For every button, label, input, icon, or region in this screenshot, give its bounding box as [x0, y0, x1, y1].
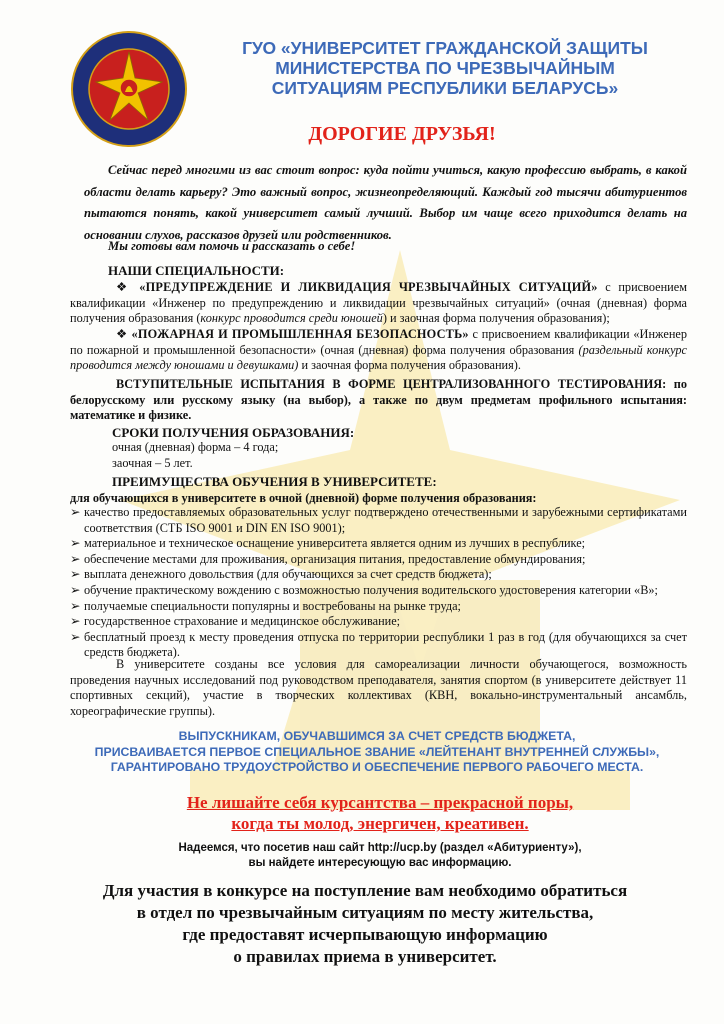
final-line: где предоставят исчерпывающую информацию [182, 925, 548, 944]
diamond-bullet-icon: ❖ [116, 327, 128, 341]
website-line: вы найдете интересующую вас информацию. [248, 857, 512, 869]
specialty-text: с присвоением квалификации «Инженер по предупреждению и ликвидации чрезвычайных ситуаций» (очная (дневная) форма получения образования ( [70, 280, 687, 325]
arrow-bullet-icon: ➢ [70, 582, 81, 597]
slogan [80, 792, 680, 834]
terms-fulltime: очная (дневная) форма – 4 года; [112, 440, 279, 454]
advantages-heading: ПРЕИМУЩЕСТВА ОБУЧЕНИЯ В УНИВЕРСИТЕТЕ: [112, 474, 437, 489]
arrow-bullet-icon: ➢ [70, 505, 81, 519]
arrow-bullet-icon: ➢ [70, 598, 81, 613]
specialty-name: «ПРЕДУПРЕЖДЕНИЕ И ЛИКВИДАЦИЯ ЧРЕЗВЫЧАЙНЫХ СИТУАЦИЙ» [139, 280, 598, 294]
slogan-line: Не лишайте себя курсантства – прекрасной поры, [186, 793, 574, 812]
slogan-line: когда ты молод, энергичен, креативен. [231, 814, 529, 833]
list-item: ➢ обеспечение местами для проживания, организация питания, предоставление обмундирования; [70, 551, 586, 566]
exams-heading: ВСТУПИТЕЛЬНЫЕ ИСПЫТАНИЯ В ФОРМЕ ЦЕНТРАЛИЗОВАННОГО ТЕСТИРОВАНИЯ: [116, 377, 667, 391]
graduates-line: ВЫПУСКНИКАМ, ОБУЧАВШИМСЯ ЗА СЧЕТ СРЕДСТВ БЮДЖЕТА, [178, 729, 576, 743]
arrow-bullet-icon: ➢ [70, 629, 81, 644]
intro-offer: Мы готовы вам помочь и рассказать о себе! [108, 239, 356, 253]
website-note [80, 841, 680, 871]
arrow-bullet-icon: ➢ [70, 567, 81, 582]
title-line: СИТУАЦИЯМ РЕСПУБЛИКИ БЕЛАРУСЬ» [271, 78, 619, 98]
specialty-note: конкурс проводится среди юношей [200, 311, 383, 325]
specialty-name: «ПОЖАРНАЯ И ПРОМЫШЛЕННАЯ БЕЗОПАСНОСТЬ» [131, 327, 469, 341]
arrow-bullet-icon: ➢ [70, 614, 81, 629]
list-item: ➢ бесплатный проезд к месту проведения отпуска по территории республики 1 раз в год (для обучающихся за счет средств бюджета). [70, 629, 687, 660]
terms-parttime: заочная – 5 лет. [112, 456, 193, 470]
conditions-paragraph: В университете созданы все условия для самореализации личности обучающегося, возможность проведения научных исследований под руководством преподавателя, занятия спортом (в университете действует 11 спортивных секций), участие в творческих коллективах (КВН, вокально-инструментальный ансамбль, хореографические группы). [70, 657, 687, 718]
university-title [200, 38, 690, 98]
arrow-bullet-icon: ➢ [70, 536, 81, 551]
graduates-line: ГАРАНТИРОВАНО ТРУДОУСТРОЙСТВО И ОБЕСПЕЧЕНИЕ ПЕРВОГО РАБОЧЕГО МЕСТА. [110, 760, 644, 774]
specialty-item [70, 280, 687, 327]
graduates-notice [52, 729, 702, 776]
final-line: в отдел по чрезвычайным ситуациям по месту жительства, [136, 903, 594, 922]
advantages-subheading: для обучающихся в университете в очной (дневной) форме получения образования: [70, 491, 537, 505]
final-line: Для участия в конкурсе на поступление вам необходимо обратиться [102, 881, 628, 900]
specialty-text: с присвоением квалификации «Инженер по пожарной и промышленной безопасности» (очная (дневная) форма получения образования [70, 327, 688, 357]
final-line: о правилах приема в университет. [233, 947, 497, 966]
diamond-bullet-icon: ❖ [116, 280, 132, 294]
arrow-bullet-icon: ➢ [70, 551, 81, 566]
list-item: ➢ выплата денежного довольствия (для обучающихся за счет средств бюджета); [70, 567, 492, 582]
specialty-item [70, 327, 687, 374]
specialty-text: и заочная форма получения образования). [298, 358, 521, 372]
terms-heading: СРОКИ ПОЛУЧЕНИЯ ОБРАЗОВАНИЯ: [112, 425, 355, 440]
exams-text: по белорусскому или русскому языку (на выбор), а также по двум предметам профильного испытания: математике и физике. [70, 377, 687, 422]
specialty-note: (раздельный конкурс проводится между юношами и девушками) [70, 342, 687, 372]
intro-paragraph: Сейчас перед многими из вас стоит вопрос: куда пойти учиться, какую профессию выбрать, в какой области делать карьеру? Это важный вопрос, жизнеопределяющий. Каждый год тысячи абитуриентов пытаются понять, какой университет самый лучший. Выбор им чаще всего приходится делать на основании слухов, рассказов друзей или родственников. [84, 163, 687, 242]
advantages-list [70, 505, 687, 661]
exams-block [70, 377, 687, 424]
final-instruction [40, 880, 690, 968]
list-item: ➢ качество предоставляемых образовательных услуг подтверждено отечественными и зарубежными сертификатами соответствия (СТБ ISO 9001 и DIN EN ISO 9001); [70, 505, 687, 535]
graduates-line: ПРИСВАИВАЕТСЯ ПЕРВОЕ СПЕЦИАЛЬНОЕ ЗВАНИЕ «ЛЕЙТЕНАНТ ВНУТРЕННЕЙ СЛУЖБЫ», [94, 744, 660, 759]
specialty-text: ) и заочная форма получения образования); [382, 311, 610, 325]
list-item: ➢ государственное страхование и медицинское обслуживание; [70, 614, 401, 629]
title-line: МИНИСТЕРСТВА ПО ЧРЕЗВЫЧАЙНЫМ [275, 58, 615, 78]
title-line: ГУО «УНИВЕРСИТЕТ ГРАЖДАНСКОЙ ЗАЩИТЫ [242, 38, 648, 58]
website-line: Надеемся, что посетив наш сайт http://ucp.by (раздел «Абитуриенту»), [178, 842, 582, 854]
greeting-heading: ДОРОГИЕ ДРУЗЬЯ! [308, 123, 496, 145]
list-item: ➢ получаемые специальности популярны и востребованы на рынке труда; [70, 598, 461, 613]
specialties-heading: НАШИ СПЕЦИАЛЬНОСТИ: [108, 263, 285, 278]
list-item: ➢ обучение практическому вождению с возможностью получения водительского удостоверения категории «В»; [70, 582, 658, 597]
list-item: ➢ материальное и техническое оснащение университета является одним из лучших в республике; [70, 536, 586, 551]
